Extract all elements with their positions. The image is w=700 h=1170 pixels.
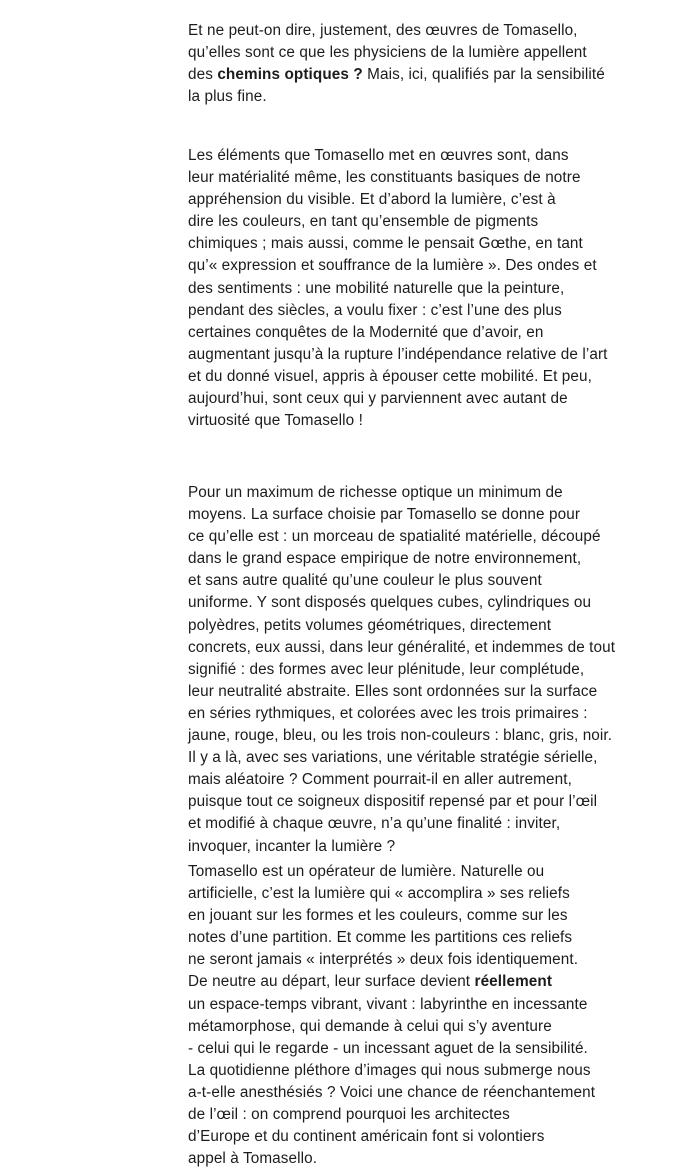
text-line: métamorphose, qui demande à celui qui s’y aventure [188, 1017, 552, 1035]
text-line: ne seront jamais « interprétés » deux fois identiquement. [188, 951, 579, 969]
text-line: ce qu’elle est : un morceau de spatialité matérielle, découpé [188, 528, 601, 546]
text-line: Pour un maximum de richesse optique un minimum de [188, 484, 563, 501]
text-line: d’Europe et du continent américain font si volontiers [188, 1128, 545, 1146]
bold-emphasis: chemins optiques ? [217, 66, 363, 84]
text-line: et du donné visuel, appris à épouser cette mobilité. Et peu, [188, 367, 592, 385]
text-line: chimiques ; mais aussi, comme le pensait Gœthe, en tant [188, 235, 583, 253]
text-line: Et ne peut-on dire, justement, des œuvres de Tomasello, [188, 22, 578, 39]
text-line: augmentant jusqu’à la rupture l’indépendance relative de l’art [188, 345, 608, 363]
text-line: leur neutralité abstraite. Elles sont ordonnées sur la surface [188, 682, 598, 700]
text-run: Mais, ici, qualifiés par la sensibilité [362, 66, 605, 84]
text-line: - celui qui le regarde - un incessant aguet de la sensibilité. [188, 1039, 588, 1057]
text-line: concrets, eux aussi, dans leur généralité, et indemmes de tout [188, 638, 616, 656]
text-line: qu’« expression et souffrance de la lumière ». Des ondes et [188, 257, 597, 275]
text-line: en jouant sur les formes et les couleurs, comme sur les [188, 907, 568, 925]
text-line [188, 971, 693, 993]
text-line: dire les couleurs, en tant qu’ensemble de pigments [188, 213, 539, 231]
text-line: la plus fine. [188, 88, 267, 106]
text-line: polyèdres, petits volumes géométriques, directement [188, 616, 552, 634]
text-line: Tomasello est un opérateur de lumière. Naturelle ou [188, 863, 545, 880]
text-line: des sentiments : une mobilité naturelle que la peinture, [188, 279, 565, 297]
text-line: et sans autre qualité qu’une couleur le plus souvent [188, 572, 542, 590]
text-line: moyens. La surface choisie par Tomasello se donne pour [188, 506, 581, 524]
text-line: uniforme. Y sont disposés quelques cubes, cylindriques ou [188, 594, 592, 612]
text-line: pendant des siècles, a voulu fixer : c’est l’une des plus [188, 301, 562, 319]
text-line: en séries rythmiques, et colorées avec les trois primaires : [188, 704, 588, 722]
text-line: un espace-temps vibrant, vivant : labyrinthe en incessante [188, 995, 588, 1013]
text-line: jaune, rouge, bleu, ou les trois non-couleurs : blanc, gris, noir. [188, 727, 613, 745]
paragraph-2 [188, 145, 693, 432]
text-line: mais aléatoire ? Comment pourrait-il en aller autrement, [188, 771, 572, 789]
text-line: qu’elles sont ce que les physiciens de la lumière appellent [188, 44, 587, 62]
text-line: certaines conquêtes de la Modernité que d’avoir, en [188, 323, 544, 341]
bold-emphasis: réellement [474, 973, 553, 991]
text-line: invoquer, incanter la lumière ? [188, 837, 396, 855]
text-line [188, 64, 693, 86]
text-line: appréhension du visible. Et d’abord la lumière, c’est à [188, 191, 556, 209]
paragraph-1 [188, 20, 693, 108]
text-line: de l’œil : on comprend pourquoi les architectes [188, 1106, 510, 1124]
text-run: des [188, 66, 218, 84]
text-line: aujourd’hui, sont ceux qui y parviennent avec autant de [188, 390, 568, 408]
paragraph-4 [188, 861, 693, 1170]
text-line: dans le grand espace empirique de notre environnement, [188, 550, 582, 568]
text-line: leur matérialité même, les constituants basiques de notre [188, 169, 581, 187]
text-line: La quotidienne pléthore d’images qui nous submerge nous [188, 1061, 591, 1079]
text-line: Les éléments que Tomasello met en œuvres sont, dans [188, 147, 569, 164]
text-line: a-t-elle anesthésiés ? Voici une chance de réenchantement [188, 1083, 596, 1101]
paragraph-3 [188, 482, 693, 858]
text-run: De neutre au départ, leur surface devient [188, 973, 475, 991]
text-line: Il y a là, avec ses variations, une véritable stratégie sérielle, [188, 749, 598, 767]
text-line: virtuosité que Tomasello ! [188, 412, 363, 430]
text-line: signifié : des formes avec leur plénitude, leur complétude, [188, 660, 585, 678]
text-line: puisque tout ce soigneux dispositif repensé par et pour l’œil [188, 793, 598, 811]
text-line: notes d’une partition. Et comme les partitions ces reliefs [188, 929, 573, 947]
text-line: appel à Tomasello. [188, 1150, 318, 1168]
text-line: artificielle, c’est la lumière qui « accomplira » ses reliefs [188, 885, 570, 903]
text-line: et modifié à chaque œuvre, n’a qu’une finalité : inviter, [188, 815, 561, 833]
